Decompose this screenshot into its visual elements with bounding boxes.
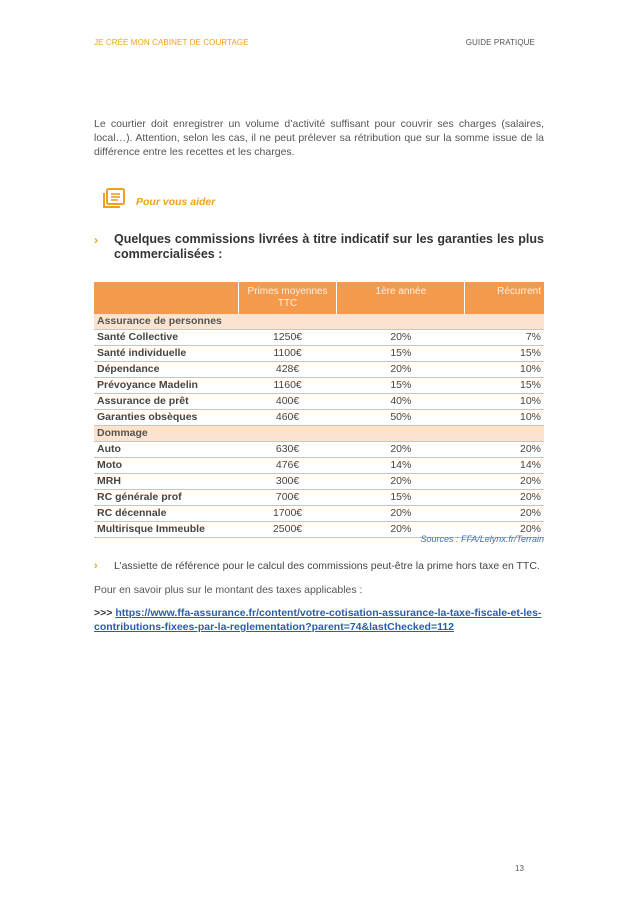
table-row [94, 458, 544, 474]
sources-note: Sources : FFA/Lelynx.fr/Terrain [420, 534, 544, 544]
cell-guarantee: RC décennale [94, 506, 238, 522]
cell-recurrent: 20% [465, 506, 544, 522]
table-header-recurrent: Récurrent [465, 282, 544, 314]
help-label: Pour vous aider [136, 196, 216, 208]
cell-first-year: 20% [337, 362, 465, 378]
table-header-first-year: 1ère année [337, 282, 465, 314]
table-section-row [94, 314, 544, 330]
cell-guarantee: Prévoyance Madelin [94, 378, 238, 394]
cell-recurrent: 20% [465, 490, 544, 506]
table-row [94, 362, 544, 378]
cell-premium: 1250€ [238, 330, 337, 346]
bullet-assiette-text: L’assiette de référence pour le calcul des commissions peut-être la prime hors taxe en TTC. [114, 560, 540, 572]
table-row [94, 330, 544, 346]
cell-guarantee: Garanties obsèques [94, 410, 238, 426]
cell-first-year: 20% [337, 506, 465, 522]
cell-premium: 300€ [238, 474, 337, 490]
table-header-row [94, 282, 544, 314]
cell-guarantee: Santé Collective [94, 330, 238, 346]
cell-first-year: 20% [337, 474, 465, 490]
table-row [94, 506, 544, 522]
chevron-right-icon: › [94, 560, 98, 572]
cell-premium: 630€ [238, 442, 337, 458]
table-body [94, 314, 544, 538]
table-row [94, 346, 544, 362]
cell-premium: 400€ [238, 394, 337, 410]
cell-recurrent: 10% [465, 394, 544, 410]
bullet-commissions-text: Quelques commissions livrées à titre indicatif sur les garanties les plus commercialisées : [114, 232, 544, 261]
cell-recurrent: 20% [465, 442, 544, 458]
cell-guarantee: Auto [94, 442, 238, 458]
reference-link-block [94, 606, 544, 634]
ffa-reference-link[interactable]: https://www.ffa-assurance.fr/content/votre-cotisation-assurance-la-taxe-fiscale-et-les-contributions-fixees-par-la-reglementation?parent=74&lastChecked=112 [94, 607, 542, 633]
table-row [94, 378, 544, 394]
cell-first-year: 15% [337, 490, 465, 506]
cell-guarantee: Multirisque Immeuble [94, 522, 238, 538]
cell-guarantee: MRH [94, 474, 238, 490]
cell-first-year: 14% [337, 458, 465, 474]
cell-recurrent: 14% [465, 458, 544, 474]
more-info-text: Pour en savoir plus sur le montant des taxes applicables : [94, 584, 363, 596]
cell-recurrent: 20% [465, 474, 544, 490]
document-stack-icon [102, 188, 128, 210]
bullet-commissions [94, 232, 544, 262]
cell-recurrent: 10% [465, 410, 544, 426]
cell-premium: 428€ [238, 362, 337, 378]
table-row [94, 410, 544, 426]
page-number: 13 [515, 864, 524, 873]
cell-guarantee: RC générale prof [94, 490, 238, 506]
table-section-title: Dommage [94, 426, 544, 442]
cell-first-year: 20% [337, 330, 465, 346]
cell-premium: 476€ [238, 458, 337, 474]
cell-guarantee: Santé individuelle [94, 346, 238, 362]
link-prefix: >>> [94, 607, 116, 619]
cell-first-year: 15% [337, 346, 465, 362]
table-row [94, 490, 544, 506]
bullet-assiette [94, 560, 544, 572]
cell-premium: 1100€ [238, 346, 337, 362]
cell-recurrent: 7% [465, 330, 544, 346]
intro-paragraph: Le courtier doit enregistrer un volume d’activité suffisant pour couvrir ses charges (salaires, local…). Attention, selon les cas, il ne peut prélever sa rétribution que sur la somme issue de la différence entre les recettes et les charges. [94, 118, 544, 158]
table-row [94, 474, 544, 490]
chevron-right-icon: › [94, 233, 98, 247]
cell-guarantee: Moto [94, 458, 238, 474]
table-header-primes: Primes moyennes TTC [238, 282, 337, 314]
cell-first-year: 50% [337, 410, 465, 426]
cell-recurrent: 15% [465, 378, 544, 394]
cell-guarantee: Assurance de prêt [94, 394, 238, 410]
table-header-label [94, 282, 238, 314]
table-section-row [94, 426, 544, 442]
table-row [94, 394, 544, 410]
header-left-title: JE CRÉE MON CABINET DE COURTAGE [94, 38, 249, 47]
cell-premium: 1700€ [238, 506, 337, 522]
cell-premium: 1160€ [238, 378, 337, 394]
cell-first-year: 15% [337, 378, 465, 394]
commissions-table [94, 282, 544, 538]
header-right-title: GUIDE PRATIQUE [465, 38, 535, 47]
cell-first-year: 20% [337, 442, 465, 458]
cell-premium: 700€ [238, 490, 337, 506]
table-row [94, 442, 544, 458]
cell-premium: 2500€ [238, 522, 337, 538]
cell-recurrent: 15% [465, 346, 544, 362]
cell-recurrent: 20% [465, 522, 544, 538]
cell-recurrent: 10% [465, 362, 544, 378]
table-section-title: Assurance de personnes [94, 314, 544, 330]
cell-first-year: 20% [337, 522, 465, 538]
cell-first-year: 40% [337, 394, 465, 410]
cell-premium: 460€ [238, 410, 337, 426]
cell-guarantee: Dépendance [94, 362, 238, 378]
